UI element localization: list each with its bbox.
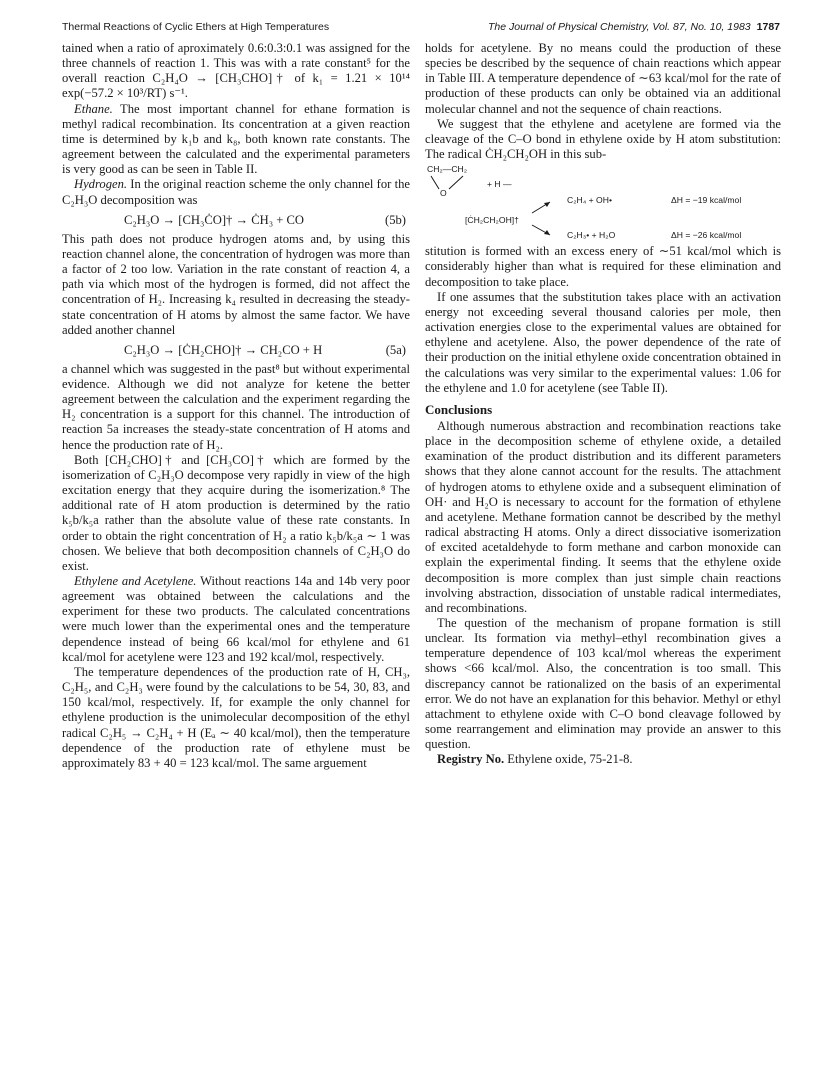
run-in-head-hydrogen: Hydrogen.	[74, 177, 128, 192]
paragraph-temperature-dependence: The temperature dependences of the production rate of H, CH₃, C₂H₅, and C₂H₃ were found by the calculations to be 54, 30, 83, and 150 kcal/mol, respectively. If, for example the only channel for ethylene production is the unimolecular decomposition of the ethyl radical C₂H₅ → C₂H₄ + H (Eₐ ∼ 40 kcal/mol), then the temperature dependence of the production rate of ethylene must be approximately 83 + 40 = 123 kcal/mol. The same arguement	[62, 664, 410, 770]
run-in-head-ethylene: Ethylene and Acetylene.	[74, 574, 197, 588]
paragraph-excess-energy: stitution is formed with an excess enery of ∼51 kcal/mol which is considerably higher than what is required for these elimination and decomposition to take place.	[425, 244, 781, 289]
radical-intermediate: [ĊH₂CH₂OH]†	[465, 215, 519, 226]
hydrogen-text: In the original reaction scheme the only channel for the C₂H₃O decomposition was	[62, 177, 410, 207]
equation-5b-formula: C₂H₃O → [CH₃ĊO]† → ĊH₃ + CO	[124, 212, 304, 227]
paragraph-acetylene-continued: holds for acetylene. By no means could the production of these species be described by the sequence of chain reactions which appear in Table III. A temperature dependence of ∼63 kcal/mol for the rate of production of these products can only be obtained via an additional molecular channel and not the sequence of chain reactions.	[425, 41, 781, 116]
product-ethylene: C₂H₄ + OH•	[567, 195, 612, 206]
paragraph-after-5a: a channel which was suggested in the past⁸ but without experimental evidence. Although we did not analyze for ketene the better agreement between the calculation and the experiment regarding the H₂ concentration is a support for this channel. The introduction of reaction 5a increases the steady-state concentration of H atoms and hence the production rate of H₂.	[62, 361, 410, 452]
ring-bond-left	[431, 176, 439, 189]
ring-oxygen: O	[440, 188, 447, 199]
running-head-journal	[488, 21, 780, 33]
registry-numbers	[425, 752, 781, 767]
page-number: 1787	[756, 21, 780, 33]
ethylene-text: Without reactions 14a and 14b very poor agreement was obtained between the calculations and the experiment for these two products. The calculated concentrations were much lower than the experimental ones and the temperature dependence instead of being 66 kcal/mol for ethylene and 61 kcal/mol for acetylene were 123 and 192 kcal/mol, respectively.	[62, 574, 410, 664]
paragraph-conclusions: Although numerous abstraction and recombination reactions take place in the decomposition scheme of ethylene oxide, a detailed examination of the product distribution and its different parameters shows that they alone cannot account for the results. The attachment of hydrogen atoms to ethylene oxide and a subsequent elimination of OH· and H₂O is necessary to account for the formation of ethylene and acetylene. Methane formation cannot be described by the methyl radical abstracting H atoms. Only a direct dissociative isomerization of excited acetaldehyde to form methane and carbon monoxide can explain the experimental finding. It seems that the ethylene oxide decomposition is more complex than just simple chain reactions involving abstraction, dissociation of unstable radical intermediates, and recombinations.	[425, 418, 781, 615]
paragraph-propane: The question of the mechanism of propane formation is still unclear. Its formation via methyl–ethyl recombination gives a temperature dependence of 103 kcal/mol whereas the experiment shows <66 kcal/mol. Also, the concentration is too small. This discrepancy cannot be rationalized on the basis of an experimental error. We do not have an explanation for this behavior. Methyl or ethyl attachment to ethylene oxide with C–O bond cleavage followed by some rearrangement and elimination may provide an answer to this question.	[425, 616, 781, 752]
paragraph-continued: tained when a ratio of aproximately 0.6:0.3:0.1 was assigned for the three channels of reaction 1. This was with a rate constant⁵ for the overall reaction C₂H₄O → [CH₃CHO]† of k₁ = 1.21 × 10¹⁴ exp(−57.2 × 10³/RT) s⁻¹.	[62, 41, 410, 101]
branch-arrowhead-up	[544, 202, 550, 207]
paragraph-after-5b: This path does not produce hydrogen atoms and, by using this reaction channel alone, the concentration of hydrogen was more than a factor of 2 too low. Variation in the rate constant of reaction 4, a path via which most of the hydrogen is formed, did not affect the concentration of H₂. Increasing k₄ resulted in decreasing the steady-state concentration of H atoms by almost the same factor. We have added another channel	[62, 231, 410, 337]
journal-citation: The Journal of Physical Chemistry, Vol. 87, No. 10, 1983	[488, 21, 751, 33]
running-head-title: Thermal Reactions of Cyclic Ethers at High Temperatures	[62, 21, 330, 33]
paragraph-substitution: We suggest that the ethylene and acetylene are formed via the cleavage of the C–O bond in ethylene oxide by H atom substitution: The radical ĊH₂CH₂OH in this sub-	[425, 116, 781, 162]
paragraph-isomerization: Both [CH₂CHO]† and [CH₃CO]† which are formed by the isomerization of C₂H₃O decompose very rapidly in view of the high excitation energy that they acquire during the isomerization.⁸ The additional rate of H atom production is determined by the ratio k₅b/k₅a rather than the absolute value of these rate constants. In order to obtain the right concentration of H₂ a ratio k₅b/k₅a ∼ 1 was chosen. We believe that both decomposition channels of C₂H₃O do exist.	[62, 452, 410, 573]
equation-5a-number: (5a)	[385, 342, 406, 357]
right-column	[425, 41, 781, 768]
equation-5a	[62, 340, 410, 361]
ethane-text: The most important channel for ethane formation is methyl radical recombination. Its concentration at a given reaction time is determined by k₁b and k₈, both known rate constants. The agreement between the calculated and the experimental parameters is very good as can be seen in Table II.	[62, 101, 410, 177]
run-in-head-ethane: Ethane.	[74, 101, 113, 116]
equation-5a-formula: C₂H₃O → [ĊH₂CHO]† → CH₂CO + H	[124, 342, 323, 357]
ring-bond-right	[449, 176, 463, 189]
product-vinyl: C₂H₃• + H₂O	[567, 230, 616, 241]
plus-hydrogen: + H —	[487, 179, 512, 190]
reaction-scheme	[425, 162, 781, 244]
paragraph-ethylene-acetylene	[62, 574, 410, 665]
paragraph-activation-energy: If one assumes that the substitution takes place with an activation energy not exceeding several thousand calories per mole, then activation energies close to the experimental values are obtained for ethylene and acetylene. Also, the power dependence of the rate of their production on the initial ethylene oxide concentration obtained in the calculations was very similar to the experimental values: 1.06 for the ethylene and 1.0 for acetylene (see Table II).	[425, 289, 781, 395]
product-vinyl-enthalpy: ΔH = −26 kcal/mol	[671, 230, 742, 241]
equation-5b-number: (5b)	[385, 212, 406, 227]
paragraph-hydrogen	[62, 177, 410, 207]
ring-methylenes: CH₂—CH₂	[427, 164, 468, 175]
left-column	[62, 41, 410, 771]
product-ethylene-enthalpy: ΔH = −19 kcal/mol	[671, 195, 742, 206]
section-heading-conclusions: Conclusions	[425, 401, 493, 417]
registry-label: Registry No.	[437, 752, 505, 767]
paragraph-ethane	[62, 102, 410, 178]
registry-text: Ethylene oxide, 75-21-8.	[504, 752, 633, 767]
equation-5b	[62, 210, 410, 231]
running-head	[62, 21, 780, 37]
